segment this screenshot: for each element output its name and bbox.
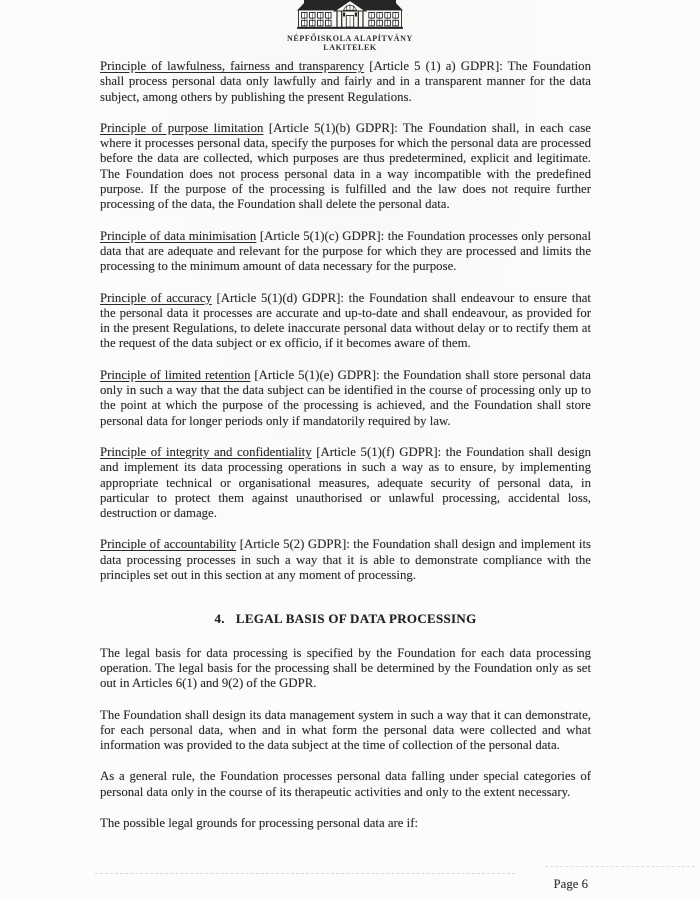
paragraph-text: [Article 5 (1) a) GDPR]: The Foundation shall process personal data only lawfully and fairly and in a transparent manner for the data subject, among others by publishing the present Regulations. bbox=[100, 59, 591, 104]
paragraph-text: [Article 5(2) GDPR]: the Foundation shall design and implement its data processing processes in such a way that it is able to demonstrate compliance with the principles set out in this section at any moment of processing. bbox=[100, 537, 591, 583]
body-paragraph-legal-grounds-intro: The possible legal grounds for processing personal data are if: bbox=[100, 815, 419, 830]
principle-paragraph-data-minimisation bbox=[100, 229, 591, 275]
body-paragraph-general-rule: As a general rule, the Foundation processes personal data falling under special categories of personal data only in the course of its therapeutic activities and only to the extent necessary. bbox=[100, 769, 591, 799]
principle-paragraph-accountability bbox=[100, 537, 591, 583]
principle-paragraph-purpose-limitation bbox=[100, 121, 591, 213]
body-paragraph-legal-basis: The legal basis for data processing is specified by the Foundation for each data processing operation. The legal basis for the processing shall be determined by the Foundation only as set out in Articles 6(1) and 9(2) of the GDPR. bbox=[100, 645, 591, 691]
paragraph-text: [Article 5(1)(c) GDPR]: the Foundation processes only personal data that are adequate and relevant for the purpose for which they are processed and limits the processing to the minimum amount of data necessary for the purpose. bbox=[100, 228, 592, 274]
principle-title: Principle of limited retention bbox=[100, 367, 251, 382]
building-icon bbox=[297, 0, 403, 30]
section-number: 4. bbox=[214, 611, 225, 627]
paragraph-text: [Article 5(1)(b) GDPR]: The Foundation shall, in each case where it processes personal data, specify the purposes for which the personal data are processed before the data are collected, which purposes are thus predetermined, explicit and legitimate. The Foundation does not process personal data in a way incompatible with the predefined purpose. If the purpose of the processing is fulfilled and the law does not require further processing of the data, the Foundation shall delete the personal data. bbox=[100, 120, 591, 212]
paragraph-text: [Article 5(1)(f) GDPR]: the Foundation shall design and implement its data processing operations in such a way as to ensure, by implementing appropriate technical or organisational measures, adequate security of personal data, in particular to protect them against unauthorised or unlawful processing, accidental loss, destruction or damage. bbox=[100, 444, 591, 521]
principle-paragraph-accuracy bbox=[100, 291, 591, 352]
body-paragraph-data-management: The Foundation shall design its data management system in such a way that it can demonstrate, for each personal data, when and in what form the personal data were collected and what information was provided to the data subject at the time of collection of the personal data. bbox=[100, 707, 591, 753]
section-heading bbox=[100, 611, 591, 626]
page-number: Page 6 bbox=[553, 877, 588, 891]
logo-org-location: LAKITELEK bbox=[323, 42, 377, 52]
section-title: LEGAL BASIS OF DATA PROCESSING bbox=[235, 611, 477, 627]
scan-artifact-line bbox=[95, 873, 515, 874]
foundation-logo bbox=[0, 0, 700, 52]
principle-title: Principle of accuracy bbox=[100, 290, 212, 305]
paragraph-text: [Article 5(1)(d) GDPR]: the Foundation shall endeavour to ensure that the personal data it processes are accurate and up-to-date and shall endeavour, as provided for in the present Regulations, to delete inaccurate personal data without delay or to rectify them at the request of the data subject or ex officio, if it becomes aware of them. bbox=[100, 290, 591, 351]
paragraph-text: [Article 5(1)(e) GDPR]: the Foundation shall store personal data only in such a way that the data subject can be identified in the course of processing only up to the point at which the purpose of the processing is achieved, and the Foundation shall store personal data for longer periods only if mandatorily required by law. bbox=[100, 367, 591, 428]
principle-paragraph-lawfulness bbox=[100, 59, 591, 105]
principle-paragraph-integrity-confidentiality bbox=[100, 445, 591, 521]
scan-artifact-line bbox=[545, 866, 695, 867]
principle-title: Principle of data minimisation bbox=[100, 228, 257, 243]
logo-org-name: NÉPFŐISKOLA ALAPÍTVÁNY bbox=[287, 34, 413, 43]
document-body bbox=[100, 59, 591, 847]
principle-title: Principle of lawfulness, fairness and transparency bbox=[100, 59, 365, 73]
principle-paragraph-limited-retention bbox=[100, 368, 591, 429]
principle-title: Principle of accountability bbox=[100, 537, 237, 552]
principle-title: Principle of integrity and confidentiality bbox=[100, 444, 312, 459]
principle-title: Principle of purpose limitation bbox=[100, 120, 264, 135]
